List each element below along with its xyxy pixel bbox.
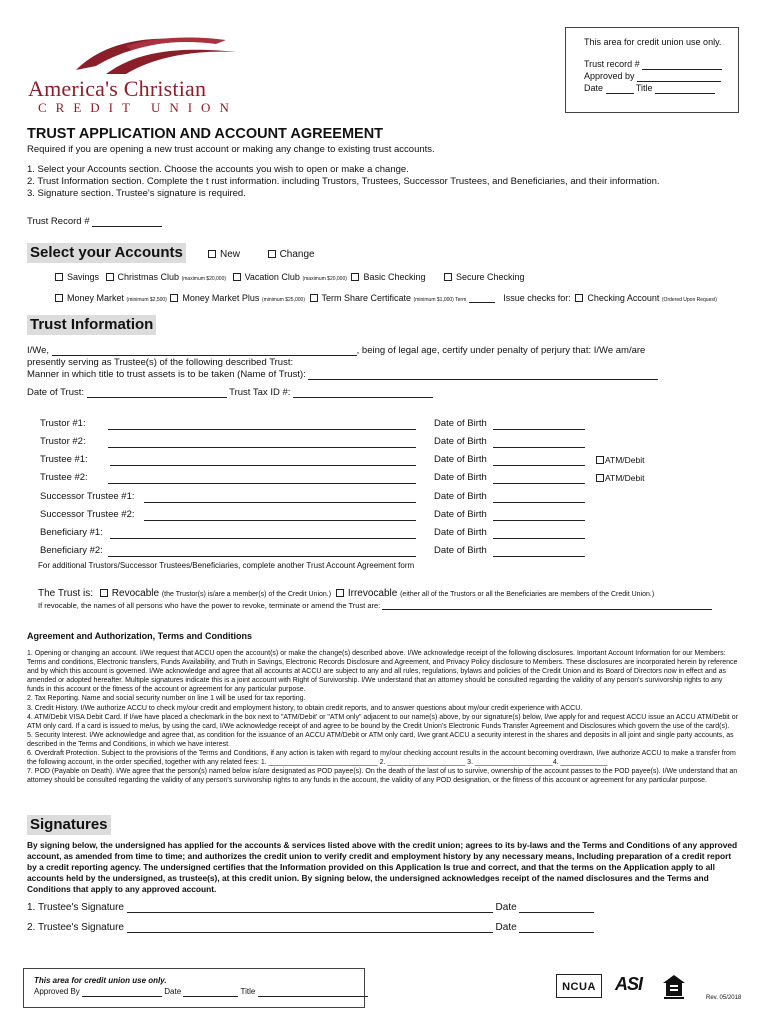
agreement-para-5: 5. Security Interest. I/We acknowledge and agree that, as condition for the issuance of an ACCU ATM/Debit or ATM only card, I/we grant ACCU a security interest in the shares and deposits in all joint and single party accounts, as described in the Terms and Conditions, in which we have interest. bbox=[27, 731, 734, 748]
money-market-checkbox[interactable] bbox=[55, 294, 63, 302]
instruction-step-3: 3. Signature section. Trustee's signature is required. bbox=[27, 188, 246, 199]
revision-date: Rev. 05/2018 bbox=[706, 995, 742, 1001]
vacation-club-note: (maximum $20,000) bbox=[302, 276, 347, 282]
date-of-birth-field[interactable] bbox=[493, 436, 585, 448]
signatures-heading: Signatures bbox=[27, 815, 111, 835]
tax-id-label: Trust Tax ID #: bbox=[229, 387, 291, 398]
party-row bbox=[40, 436, 680, 450]
vacation-club-checkbox[interactable] bbox=[233, 273, 241, 281]
checking-account-label: Checking Account bbox=[587, 293, 660, 303]
additional-parties-note: For additional Trustors/Successor Trustees/Beneficiaries, complete another Trust Account Agreement form bbox=[38, 561, 415, 570]
agreement-para-6: 6. Overdraft Protection. Subject to the provisions of the Terms and Conditions, if any action is taken with regard to my/our checking account results in the account becoming overdrawn, I/we authorize ACCU to make a transfer from the following account, in the order specified, together with any related fees: 1. ____________________________ 2. ____________________ 3. ____________________4. ____________ bbox=[27, 750, 736, 767]
cu-box-title: This area for credit union use only. bbox=[584, 37, 722, 47]
cu-title-label: Title bbox=[635, 83, 653, 93]
signature-2-field[interactable] bbox=[127, 932, 493, 933]
party-name-field[interactable] bbox=[108, 472, 416, 484]
party-name-field[interactable] bbox=[108, 436, 416, 448]
agreement-heading: Agreement and Authorization, Terms and Conditions bbox=[27, 631, 253, 641]
agreement-text bbox=[27, 649, 739, 785]
page-subtitle: Required if you are opening a new trust account or making any change to existing trust accounts. bbox=[27, 144, 435, 155]
cu-title-field[interactable] bbox=[655, 93, 715, 94]
atm-debit-label: ATM/Debit bbox=[605, 455, 645, 465]
footer-title-field[interactable] bbox=[258, 996, 368, 997]
party-label: Trustee #2: bbox=[40, 472, 88, 483]
atm-debit-label: ATM/Debit bbox=[605, 473, 645, 483]
credit-union-use-footer-box bbox=[23, 968, 365, 1008]
manner-label: Manner in which title to trust assets is to be taken (Name of Trust): bbox=[27, 369, 306, 380]
party-label: Successor Trustee #1: bbox=[40, 491, 135, 502]
party-row bbox=[40, 454, 680, 468]
party-name-field[interactable] bbox=[108, 545, 416, 557]
footer-date-label: Date bbox=[164, 987, 182, 996]
signature-1-field[interactable] bbox=[127, 912, 493, 913]
revocable-label: Revocable bbox=[111, 588, 160, 599]
trust-information-heading: Trust Information bbox=[27, 315, 156, 335]
asi-logo: ASI bbox=[615, 974, 643, 994]
date-of-birth-field[interactable] bbox=[493, 545, 585, 557]
agreement-para-2: 2. Tax Reporting. Name and social security number on line 1 will be used for tax reporting. bbox=[27, 695, 306, 703]
signature-2-date-label: Date bbox=[495, 922, 517, 933]
secure-checking-label: Secure Checking bbox=[455, 272, 525, 282]
signature-2-date-field[interactable] bbox=[519, 932, 594, 933]
secure-checking-checkbox[interactable] bbox=[444, 273, 452, 281]
party-label: Beneficiary #1: bbox=[40, 527, 103, 538]
date-of-birth-field[interactable] bbox=[493, 509, 585, 521]
party-name-field[interactable] bbox=[110, 527, 416, 539]
party-row bbox=[40, 545, 680, 559]
date-of-birth-field[interactable] bbox=[493, 418, 585, 430]
logo-name: America's Christian bbox=[28, 76, 207, 101]
footer-title-label: Title bbox=[240, 987, 256, 996]
footer-box-title: This area for credit union use only. bbox=[34, 976, 167, 985]
party-name-field[interactable] bbox=[110, 454, 416, 466]
credit-union-use-box bbox=[565, 27, 739, 113]
party-label: Trustee #1: bbox=[40, 454, 88, 465]
irrevocable-label: Irrevocable bbox=[347, 588, 398, 599]
term-field[interactable] bbox=[469, 302, 495, 303]
term-share-label: Term Share Certificate bbox=[321, 293, 412, 303]
date-of-birth-label: Date of Birth bbox=[434, 545, 487, 556]
page-title: TRUST APPLICATION AND ACCOUNT AGREEMENT bbox=[27, 126, 384, 142]
revocable-note: (the Trustor(s) is/are a member(s) of the Credit Union.) bbox=[161, 591, 332, 598]
vacation-club-label: Vacation Club bbox=[244, 272, 300, 282]
date-of-birth-field[interactable] bbox=[493, 454, 585, 466]
legal-age-text: , being of legal age, certify under penalty of perjury that: I/We am/are bbox=[356, 345, 646, 356]
basic-checking-checkbox[interactable] bbox=[351, 273, 359, 281]
if-revocable-label: If revocable, the names of all persons who have the power to revoke, terminate or amend the Trust are: bbox=[38, 601, 381, 610]
christmas-club-checkbox[interactable] bbox=[106, 273, 114, 281]
term-share-note: (minimum $1,000) Term bbox=[413, 297, 467, 303]
select-accounts-heading: Select your Accounts bbox=[27, 243, 186, 263]
party-label: Trustor #2: bbox=[40, 436, 86, 447]
new-label: New bbox=[220, 249, 241, 260]
atm-debit-checkbox[interactable] bbox=[596, 456, 604, 464]
footer-approved-by-label: Approved By bbox=[34, 987, 80, 996]
change-checkbox[interactable] bbox=[268, 250, 276, 258]
party-row bbox=[40, 527, 680, 541]
party-row bbox=[40, 509, 680, 523]
savings-label: Savings bbox=[67, 272, 100, 282]
checking-account-note: (Ordered Upon Request) bbox=[661, 297, 717, 303]
signature-1-label: 1. Trustee's Signature bbox=[27, 902, 124, 913]
signature-1-date-field[interactable] bbox=[519, 912, 594, 913]
savings-checkbox[interactable] bbox=[55, 273, 63, 281]
credit-union-logo bbox=[26, 30, 238, 115]
date-of-birth-label: Date of Birth bbox=[434, 509, 487, 520]
christmas-club-label: Christmas Club bbox=[117, 272, 180, 282]
party-label: Beneficiary #2: bbox=[40, 545, 103, 556]
issue-checks-label: Issue checks for: bbox=[503, 293, 571, 303]
signature-1-date-label: Date bbox=[495, 902, 517, 913]
party-label: Trustor #1: bbox=[40, 418, 86, 429]
change-label: Change bbox=[279, 249, 315, 260]
date-of-birth-label: Date of Birth bbox=[434, 436, 487, 447]
trust-record-field[interactable] bbox=[92, 226, 162, 227]
instruction-step-1: 1. Select your Accounts section. Choose the accounts you wish to open or make a change. bbox=[27, 164, 409, 175]
tax-id-field[interactable] bbox=[293, 397, 433, 398]
irrevocable-note: (either all of the Trustors or all the Beneficiaries are members of the Credit Union.) bbox=[400, 591, 655, 598]
money-market-label: Money Market bbox=[67, 293, 125, 303]
agreement-para-1: 1. Opening or changing an account. I/We request that ACCU open the account(s) or make the change(s) described above. I/We acknowledge receipt of the following disclosures. Important Account Information for our Members: Terms and conditions, Electronic transfers, Funds Availability, and Truth in Savings, Electronic Records Disclosure and Agreement, and Privacy Policy disclosure to Members. These disclosures are incorporated herein by reference and by which this account is governed. I/We acknowledge and agree that all accounts at ACCU are subject to any and all rules, regulations, bylaws and policies of the Credit Union and its Board of Directors now in effect and as amended or adopted hereafter. Multiple signatures indicate this is a joint account with Right of Survivorship. I/We understand that an attorney should be consulted regarding the validity of any person's survivorship rights to any funds in this account or the fitness of the account or agreement for any particular purpose. bbox=[27, 650, 738, 694]
cu-date-field[interactable] bbox=[606, 93, 634, 94]
atm-debit-checkbox[interactable] bbox=[596, 474, 604, 482]
party-label: Successor Trustee #2: bbox=[40, 509, 135, 520]
irrevocable-checkbox[interactable] bbox=[336, 589, 344, 597]
party-name-field[interactable] bbox=[144, 509, 416, 521]
cu-trust-record-label: Trust record # bbox=[584, 59, 640, 69]
cu-approved-by-label: Approved by bbox=[584, 71, 635, 81]
trust-is-label: The Trust is: bbox=[38, 588, 94, 599]
trust-record-label: Trust Record # bbox=[27, 216, 90, 227]
cu-date-label: Date bbox=[584, 83, 604, 93]
party-row bbox=[40, 491, 680, 505]
party-row bbox=[40, 418, 680, 432]
agreement-para-3: 3. Credit History. I/We authorize ACCU to check my/our credit and employment history, to obtain credit reports, and to answer questions about my/our credit experience with ACCU. bbox=[27, 704, 583, 712]
trust-name-field[interactable] bbox=[308, 379, 658, 380]
swoosh-logo-icon bbox=[66, 30, 246, 78]
date-of-birth-field[interactable] bbox=[493, 472, 585, 484]
party-row bbox=[40, 472, 680, 486]
logo-subtitle: CREDIT UNION bbox=[38, 100, 238, 115]
iwe-label: I/We, bbox=[27, 345, 49, 356]
serving-text: presently serving as Trustee(s) of the following described Trust: bbox=[27, 357, 294, 368]
atm-debit-option bbox=[596, 455, 645, 465]
date-of-birth-label: Date of Birth bbox=[434, 491, 487, 502]
signatures-paragraph: By signing below, the undersigned has applied for the accounts & services listed above with the credit union; agrees to its by-laws and the Terms and Conditions of any approved account, as amended from time to time; and authorizes the credit union to verify credit and employment history by any necessary means, Including preparation of a credit report by a credit reporting agency. The undersigned certifies that the Information provided on this Application Is true and correct, and that the terms on the Application apply to all accounts held by the undersigned, as trustee(s), at this credit union. By signing below, the undersigned acknowledges receipt of the named disclosures and the Terms and Conditions that apply to any approved account. bbox=[27, 840, 738, 894]
signature-2-label: 2. Trustee's Signature bbox=[27, 922, 124, 933]
agreement-para-7: 7. POD (Payable on Death). I/We agree that the person(s) named below is/are designated as POD payee(s). On the death of the last of us to survive, ownership of the account passes to the POD payee(s). I/We understand that an attorney should be consulted regarding the validity of any person's survivorship rights to any funds in the account, the validity of any POD designation, or the fitness of this account or agreement for any particular purpose. bbox=[27, 768, 738, 785]
party-name-field[interactable] bbox=[108, 418, 416, 430]
date-of-trust-label: Date of Trust: bbox=[27, 387, 85, 398]
date-of-birth-field[interactable] bbox=[493, 527, 585, 539]
date-of-trust-field[interactable] bbox=[87, 397, 227, 398]
checking-account-checkbox[interactable] bbox=[575, 294, 583, 302]
date-of-birth-field[interactable] bbox=[493, 491, 585, 503]
revokers-field[interactable] bbox=[382, 609, 712, 610]
date-of-birth-label: Date of Birth bbox=[434, 527, 487, 538]
party-name-field[interactable] bbox=[144, 491, 416, 503]
money-market-plus-note: (minimum $25,000) bbox=[261, 297, 305, 303]
footer-date-field[interactable] bbox=[183, 996, 238, 997]
new-checkbox[interactable] bbox=[208, 250, 216, 258]
iwe-names-field[interactable] bbox=[52, 355, 357, 356]
date-of-birth-label: Date of Birth bbox=[434, 454, 487, 465]
ncua-logo bbox=[556, 974, 602, 998]
christmas-club-note: (maximum $20,000) bbox=[181, 276, 227, 282]
instruction-step-2: 2. Trust Information section. Complete the t rust information. including Trustors, Trustees, Successor Trustees, and Beneficiaries, and their information. bbox=[27, 176, 660, 187]
date-of-birth-label: Date of Birth bbox=[434, 418, 487, 429]
atm-debit-option bbox=[596, 473, 645, 483]
money-market-plus-checkbox[interactable] bbox=[170, 294, 178, 302]
basic-checking-label: Basic Checking bbox=[363, 272, 426, 282]
term-share-checkbox[interactable] bbox=[310, 294, 318, 302]
agreement-para-4: 4. ATM/Debit VISA Debit Card. If I/we have placed a checkmark in the box next to "ATM/Debit' or "ATM only" adjacent to our name(s) above, by our signature(s) below, I/we apply for and request ACCU issue an ACCU ATM/Debit or ATM only card. If a card is issued to me/us, by using the card, I/We acknowledge receipt of and agree to be bound by the Credit Union's Electronic Funds Transfer Agreement and Disclosures which govern the use of the card(s). bbox=[27, 713, 738, 730]
equal-housing-icon bbox=[662, 974, 686, 1003]
ncua-logo-text: NCUA bbox=[562, 981, 596, 993]
money-market-plus-label: Money Market Plus bbox=[182, 293, 260, 303]
revocable-checkbox[interactable] bbox=[100, 589, 108, 597]
date-of-birth-label: Date of Birth bbox=[434, 472, 487, 483]
footer-approved-by-field[interactable] bbox=[82, 996, 162, 997]
money-market-note: (minimum $2,500) bbox=[126, 297, 167, 303]
